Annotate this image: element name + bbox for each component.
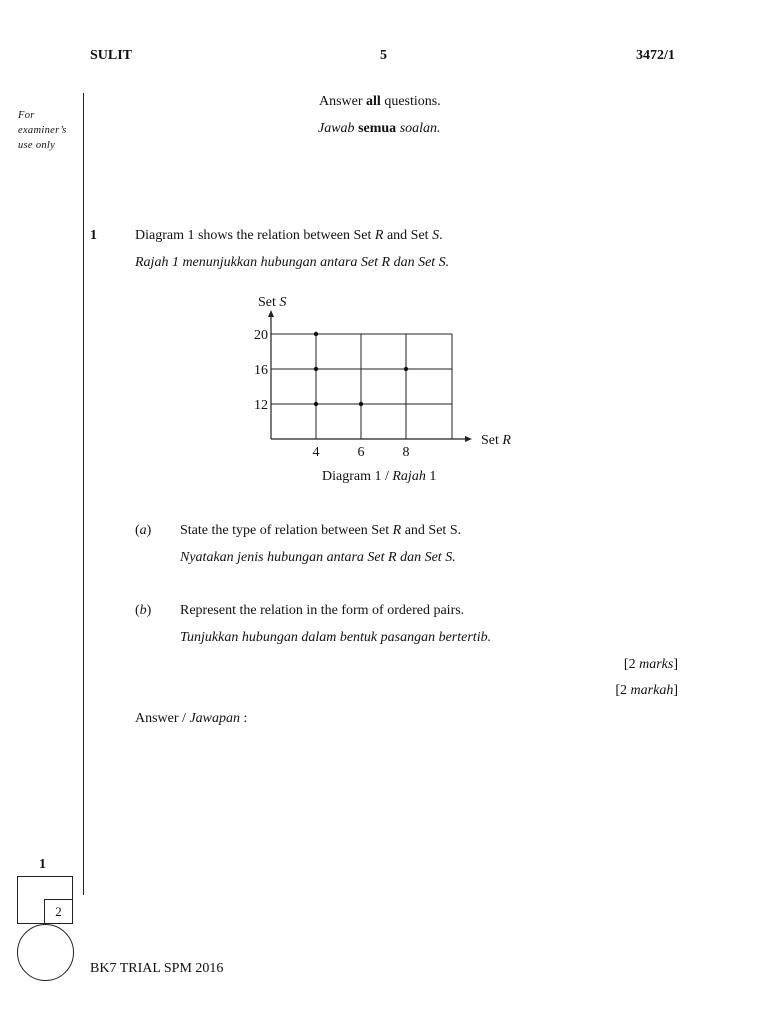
- question-intro-ms: Rajah 1 menunjukkan hubungan antara Set R dan Set S.: [135, 255, 450, 270]
- instruction-en: Answer all questions.: [319, 94, 441, 109]
- question-intro-en: Diagram 1 shows the relation between Set R and Set S.: [135, 228, 443, 243]
- margin-line: [83, 93, 84, 895]
- header-left: SULIT: [90, 48, 133, 63]
- question-number: 1: [90, 228, 97, 243]
- score-circle: [17, 924, 74, 981]
- x-tick-label: 6: [357, 445, 365, 460]
- part-a-label: (a): [135, 523, 152, 538]
- y-tick-label: 12: [254, 398, 268, 413]
- paper-code: 3472/1: [636, 48, 675, 63]
- diagram-caption: Diagram 1 / Rajah 1: [322, 469, 437, 484]
- examiner-note: For examiner’s use only: [18, 110, 67, 151]
- data-point: [404, 367, 408, 371]
- data-point: [359, 402, 363, 406]
- part-b-ms: Tunjukkan hubungan dalam bentuk pasangan bertertib.: [180, 630, 492, 645]
- marks-en: [2 marks]: [623, 657, 678, 672]
- footer: BK7 TRIAL SPM 2016: [90, 961, 224, 976]
- x-tick-label: 8: [402, 445, 410, 460]
- data-point: [314, 367, 318, 371]
- marks-ms: [2 markah]: [615, 683, 678, 698]
- data-point: [314, 332, 318, 336]
- x-axis-arrow: [465, 436, 472, 442]
- part-b-en: Represent the relation in the form of ordered pairs.: [180, 603, 465, 618]
- y-tick-label: 20: [254, 328, 268, 343]
- part-a-en: State the type of relation between Set R and Set S.: [180, 523, 462, 538]
- answer-label: Answer / Jawapan :: [135, 711, 248, 726]
- part-b-label: (b): [135, 603, 152, 618]
- data-point: [314, 402, 318, 406]
- part-a-ms: Nyatakan jenis hubungan antara Set R dan Set S.: [180, 550, 456, 565]
- x-tick-label: 4: [312, 445, 320, 460]
- max-marks-box: 2: [44, 899, 73, 924]
- score-question-number: 1: [39, 857, 46, 872]
- y-tick-label: 16: [254, 363, 268, 378]
- y-axis-label: Set S: [258, 295, 287, 310]
- diagram-1-chart: [240, 288, 530, 463]
- x-axis-label: Set R: [481, 433, 511, 448]
- y-axis-arrow: [268, 310, 274, 317]
- page-number: 5: [380, 48, 387, 63]
- instruction-ms: Jawab semua soalan.: [318, 121, 441, 136]
